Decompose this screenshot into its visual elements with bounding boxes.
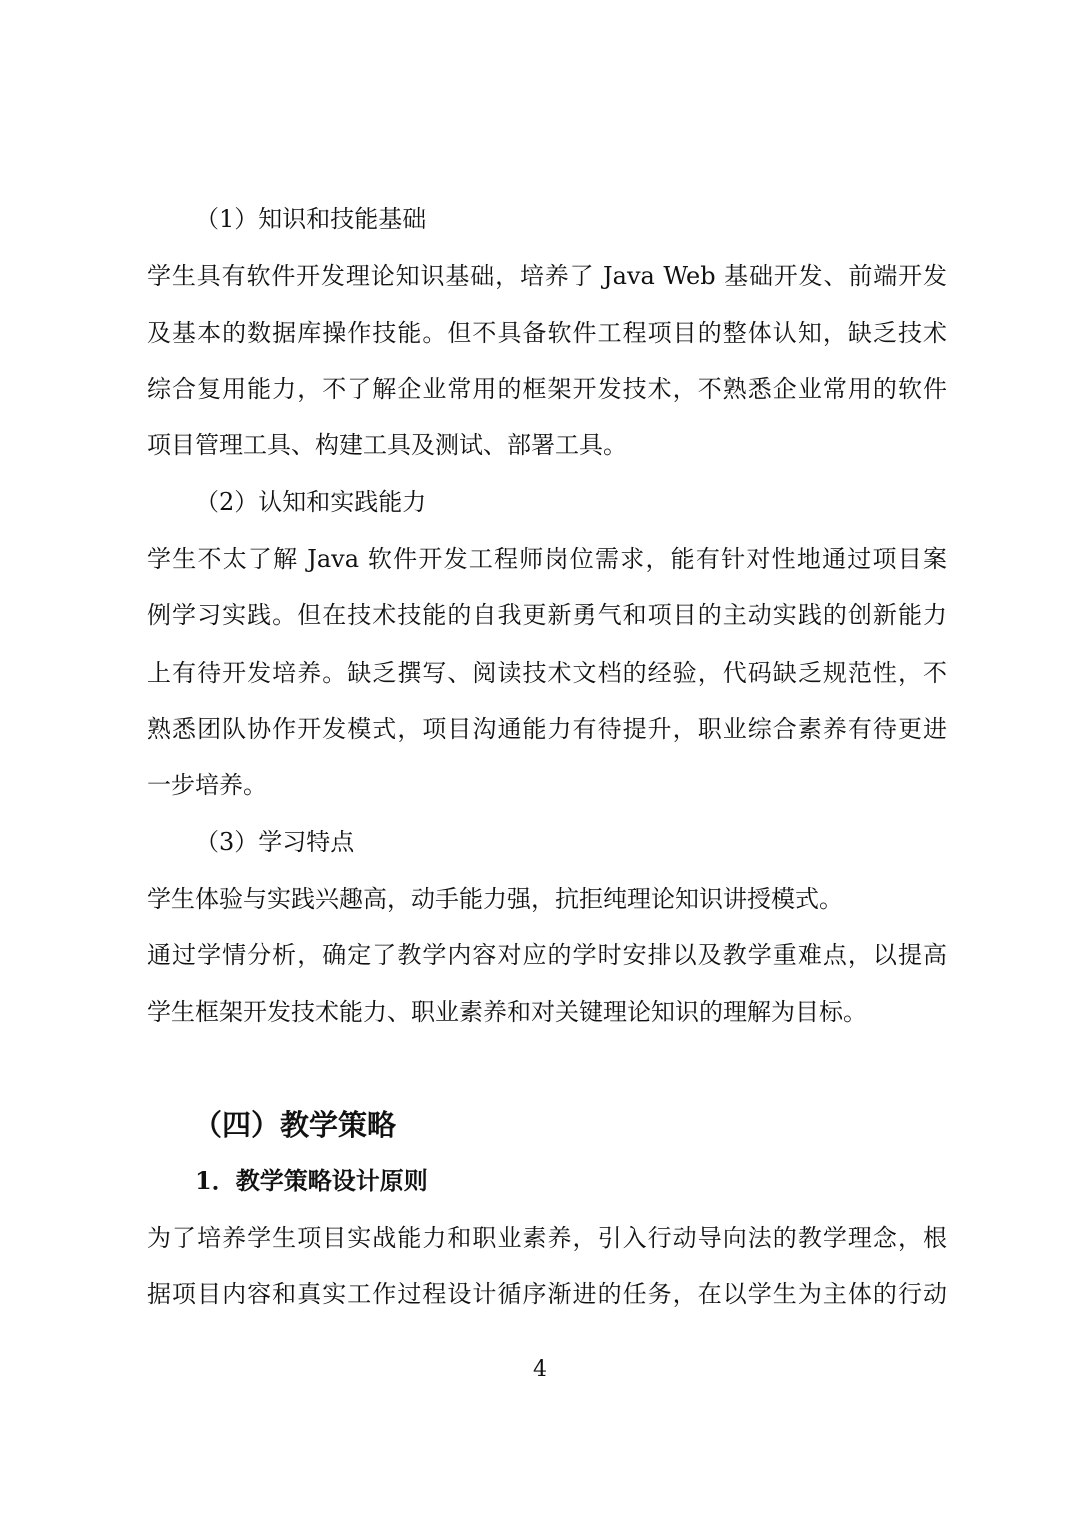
paragraph-line: 学生体验与实践兴趣高，动手能力强，抗拒纯理论知识讲授模式。 bbox=[147, 885, 843, 913]
subsection-title-design-principles: 1．教学策略设计原则 bbox=[195, 1166, 428, 1195]
paragraph-line: 通过学情分析，确定了教学内容对应的学时安排以及教学重难点，以提高 bbox=[147, 941, 947, 969]
paragraph-line: 学生框架开发技术能力、职业素养和对关键理论知识的理解为目标。 bbox=[147, 998, 867, 1026]
paragraph-line: 及基本的数据库操作技能。但不具备软件工程项目的整体认知，缺乏技术 bbox=[147, 319, 947, 347]
paragraph-line: 上有待开发培养。缺乏撰写、阅读技术文档的经验，代码缺乏规范性，不 bbox=[147, 659, 947, 687]
paragraph-line: 例学习实践。但在技术技能的自我更新勇气和项目的主动实践的创新能力 bbox=[147, 601, 947, 629]
page-number: 4 bbox=[533, 1357, 547, 1382]
subheading-knowledge-skills: （1）知识和技能基础 bbox=[195, 205, 427, 233]
paragraph-line: 据项目内容和真实工作过程设计循序渐进的任务，在以学生为主体的行动 bbox=[147, 1280, 947, 1308]
paragraph-line: 综合复用能力，不了解企业常用的框架开发技术，不熟悉企业常用的软件 bbox=[147, 375, 947, 403]
paragraph-line: 一步培养。 bbox=[147, 771, 267, 799]
paragraph-line: 学生不太了解 Java 软件开发工程师岗位需求，能有针对性地通过项目案 bbox=[147, 545, 947, 573]
section-title-teaching-strategy: （四）教学策略 bbox=[193, 1108, 397, 1142]
paragraph-line: 项目管理工具、构建工具及测试、部署工具。 bbox=[147, 431, 627, 459]
paragraph-line: 为了培养学生项目实战能力和职业素养，引入行动导向法的教学理念，根 bbox=[147, 1224, 947, 1252]
paragraph-line: 学生具有软件开发理论知识基础，培养了 Java Web 基础开发、前端开发 bbox=[147, 262, 947, 290]
subheading-cognition-practice: （2）认知和实践能力 bbox=[195, 488, 427, 516]
subheading-learning-traits: （3）学习特点 bbox=[195, 828, 355, 856]
paragraph-line: 熟悉团队协作开发模式，项目沟通能力有待提升，职业综合素养有待更进 bbox=[147, 715, 947, 743]
